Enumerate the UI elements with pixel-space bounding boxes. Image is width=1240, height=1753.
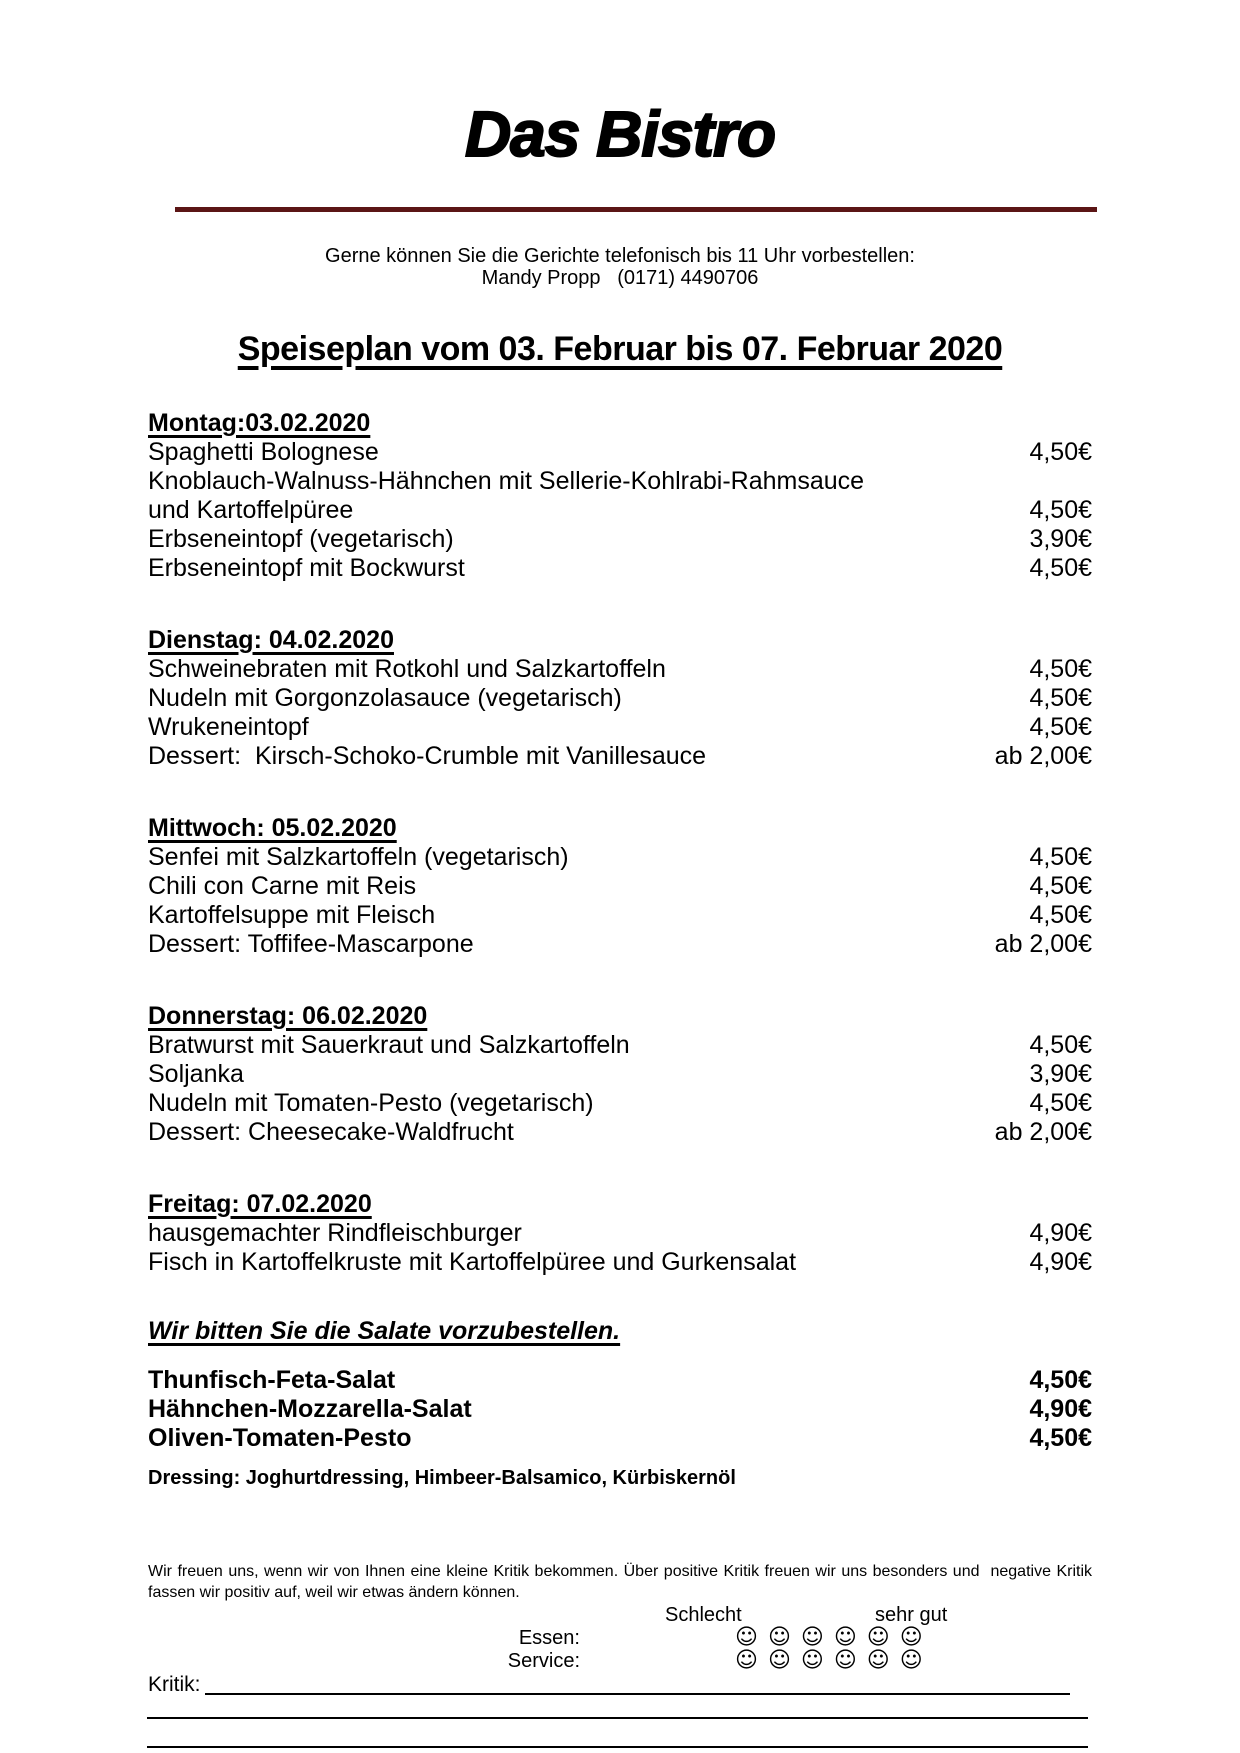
dish-name: Bratwurst mit Sauerkraut und Salzkartoffeln — [148, 1030, 630, 1059]
dish-price: 4,50€ — [1029, 1423, 1092, 1452]
dish-price: 4,50€ — [1029, 683, 1092, 712]
kritik-label: Kritik: — [148, 1672, 201, 1696]
dish-price: 4,90€ — [1029, 1394, 1092, 1423]
dressing-note: Dressing: Joghurtdressing, Himbeer-Balsamico, Kürbiskernöl — [148, 1466, 736, 1489]
kritik-row — [148, 1673, 1092, 1696]
writing-line — [147, 1719, 1088, 1748]
dish-name: Chili con Carne mit Reis — [148, 871, 417, 900]
menu-item-row — [148, 1089, 1092, 1118]
dish-price: 4,50€ — [1029, 437, 1092, 466]
menu-item-row — [148, 742, 1092, 771]
salads-heading: Wir bitten Sie die Salate vorzubestellen. — [148, 1316, 621, 1345]
salad-list — [148, 1366, 1092, 1453]
contact-phone-line: Mandy Propp (0171) 4490706 — [481, 266, 759, 289]
day-heading: Mittwoch: 05.02.2020 — [148, 813, 397, 842]
smiley-icon: ☺ — [800, 1624, 824, 1650]
menu-item-row — [148, 655, 1092, 684]
dish-price: 4,50€ — [1029, 553, 1092, 582]
day-section — [148, 1190, 1092, 1277]
dish-name: Spaghetti Bolognese — [148, 437, 379, 466]
smiley-icon: ☺ — [735, 1624, 758, 1650]
dish-price: ab 2,00€ — [994, 1117, 1092, 1146]
plan-heading: Speiseplan vom 03. Februar bis 07. Februar 2020 — [237, 329, 1003, 368]
writing-line — [147, 1696, 1088, 1719]
dish-name: Soljanka — [148, 1059, 244, 1088]
day-section — [148, 626, 1092, 771]
dish-name: Wrukeneintopf — [148, 712, 309, 741]
smiley-icon: ☺ — [833, 1647, 857, 1673]
menu-item-row — [148, 496, 1092, 525]
dish-name: Erbseneintopf mit Bockwurst — [148, 553, 465, 582]
dish-price: 4,50€ — [1029, 712, 1092, 741]
dish-name: Kartoffelsuppe mit Fleisch — [148, 900, 436, 929]
menu-item-row — [148, 467, 1092, 496]
dish-price: ab 2,00€ — [994, 929, 1092, 958]
dish-name: Dessert: Toffifee-Mascarpone — [148, 929, 474, 958]
title-divider — [175, 207, 1097, 212]
menu-item-row — [148, 438, 1092, 467]
dish-name: hausgemachter Rindfleischburger — [148, 1218, 522, 1247]
dish-price: 4,50€ — [1029, 654, 1092, 683]
rating-row-essen — [148, 1624, 1092, 1650]
dish-name: Nudeln mit Gorgonzolasauce (vegetarisch) — [148, 683, 622, 712]
day-section — [148, 1002, 1092, 1147]
dish-price: 4,90€ — [1029, 1218, 1092, 1247]
dish-price: 4,50€ — [1029, 871, 1092, 900]
menu-item-row — [148, 684, 1092, 713]
feedback-intro: Wir freuen uns, wenn wir von Ihnen eine kleine Kritik bekommen. Über positive Kritik freuen wir uns besonders und negative Kritik fassen wir positiv auf, weil wir etwas ändern können. — [148, 1562, 1097, 1601]
rating-row-service — [148, 1647, 1092, 1673]
smiley-icon: ☺ — [866, 1624, 890, 1650]
menu-item-row — [148, 1031, 1092, 1060]
salad-item-row — [148, 1366, 1092, 1395]
dish-price: 4,50€ — [1029, 1365, 1092, 1394]
menu-item-row — [148, 843, 1092, 872]
dish-name: Nudeln mit Tomaten-Pesto (vegetarisch) — [148, 1088, 594, 1117]
smiley-icon: ☺ — [899, 1624, 923, 1650]
rating-row-label: Essen: — [518, 1626, 580, 1649]
dish-name: Schweinebraten mit Rotkohl und Salzkartoffeln — [148, 654, 666, 683]
contact-preorder-note: Gerne können Sie die Gerichte telefonisch bis 11 Uhr vorbestellen: — [325, 244, 915, 267]
smiley-icon: ☺ — [866, 1647, 890, 1673]
day-section — [148, 409, 1092, 583]
menu-item-row — [148, 554, 1092, 583]
dish-name: Oliven-Tomaten-Pesto — [148, 1423, 412, 1452]
dish-name: Fisch in Kartoffelkruste mit Kartoffelpüree und Gurkensalat — [148, 1247, 797, 1276]
dish-name: Knoblauch-Walnuss-Hähnchen mit Sellerie-Kohlrabi-Rahmsauce — [148, 466, 865, 495]
dish-price: 3,90€ — [1029, 524, 1092, 553]
menu-item-row — [148, 525, 1092, 554]
salad-item-row — [148, 1424, 1092, 1453]
dish-price: 4,50€ — [1029, 1088, 1092, 1117]
menu-item-row — [148, 1118, 1092, 1147]
smiley-icon: ☺ — [735, 1647, 758, 1673]
dish-price: 4,90€ — [1029, 1247, 1092, 1276]
scale-label-sehr-gut: sehr gut — [875, 1603, 948, 1626]
menu-item-row — [148, 1248, 1092, 1277]
rating-row-label: Service: — [507, 1649, 580, 1672]
menu-days — [148, 409, 1092, 1277]
dish-name: Dessert: Kirsch-Schoko-Crumble mit Vanillesauce — [148, 741, 707, 770]
menu-item-row — [148, 1060, 1092, 1089]
restaurant-title: Das Bistro — [464, 98, 776, 170]
dish-price: 4,50€ — [1029, 900, 1092, 929]
dish-price: 4,50€ — [1029, 495, 1092, 524]
salad-item-row — [148, 1395, 1092, 1424]
smiley-scale — [735, 1648, 923, 1673]
dish-price: 4,50€ — [1029, 1030, 1092, 1059]
day-heading: Montag:03.02.2020 — [148, 408, 371, 437]
smiley-icon: ☺ — [767, 1647, 791, 1673]
smiley-icon: ☺ — [800, 1647, 824, 1673]
menu-item-row — [148, 872, 1092, 901]
dish-name: Dessert: Cheesecake-Waldfrucht — [148, 1117, 514, 1146]
dish-name: Hähnchen-Mozzarella-Salat — [148, 1394, 472, 1423]
dish-price: ab 2,00€ — [994, 741, 1092, 770]
smiley-icon: ☺ — [899, 1647, 923, 1673]
smiley-scale — [735, 1625, 923, 1650]
dish-name: Thunfisch-Feta-Salat — [148, 1365, 396, 1394]
page-content — [148, 0, 1097, 1748]
smiley-icon: ☺ — [833, 1624, 857, 1650]
dish-price: 3,90€ — [1029, 1059, 1092, 1088]
dish-name: Erbseneintopf (vegetarisch) — [148, 524, 454, 553]
day-section — [148, 814, 1092, 959]
kritik-writing-line — [205, 1675, 1071, 1695]
dish-name: und Kartoffelpüree — [148, 495, 354, 524]
day-heading: Donnerstag: 06.02.2020 — [148, 1001, 428, 1030]
rating-scale-row — [148, 1603, 1092, 1627]
day-heading: Freitag: 07.02.2020 — [148, 1189, 372, 1218]
menu-item-row — [148, 901, 1092, 930]
dish-name: Senfei mit Salzkartoffeln (vegetarisch) — [148, 842, 569, 871]
day-heading: Dienstag: 04.02.2020 — [148, 625, 394, 654]
menu-item-row — [148, 1219, 1092, 1248]
scale-label-schlecht: Schlecht — [665, 1603, 742, 1626]
dish-price: 4,50€ — [1029, 842, 1092, 871]
smiley-icon: ☺ — [767, 1624, 791, 1650]
menu-item-row — [148, 713, 1092, 742]
menu-item-row — [148, 930, 1092, 959]
feedback-section — [148, 1561, 1097, 1748]
salads-section — [148, 1317, 1092, 1490]
